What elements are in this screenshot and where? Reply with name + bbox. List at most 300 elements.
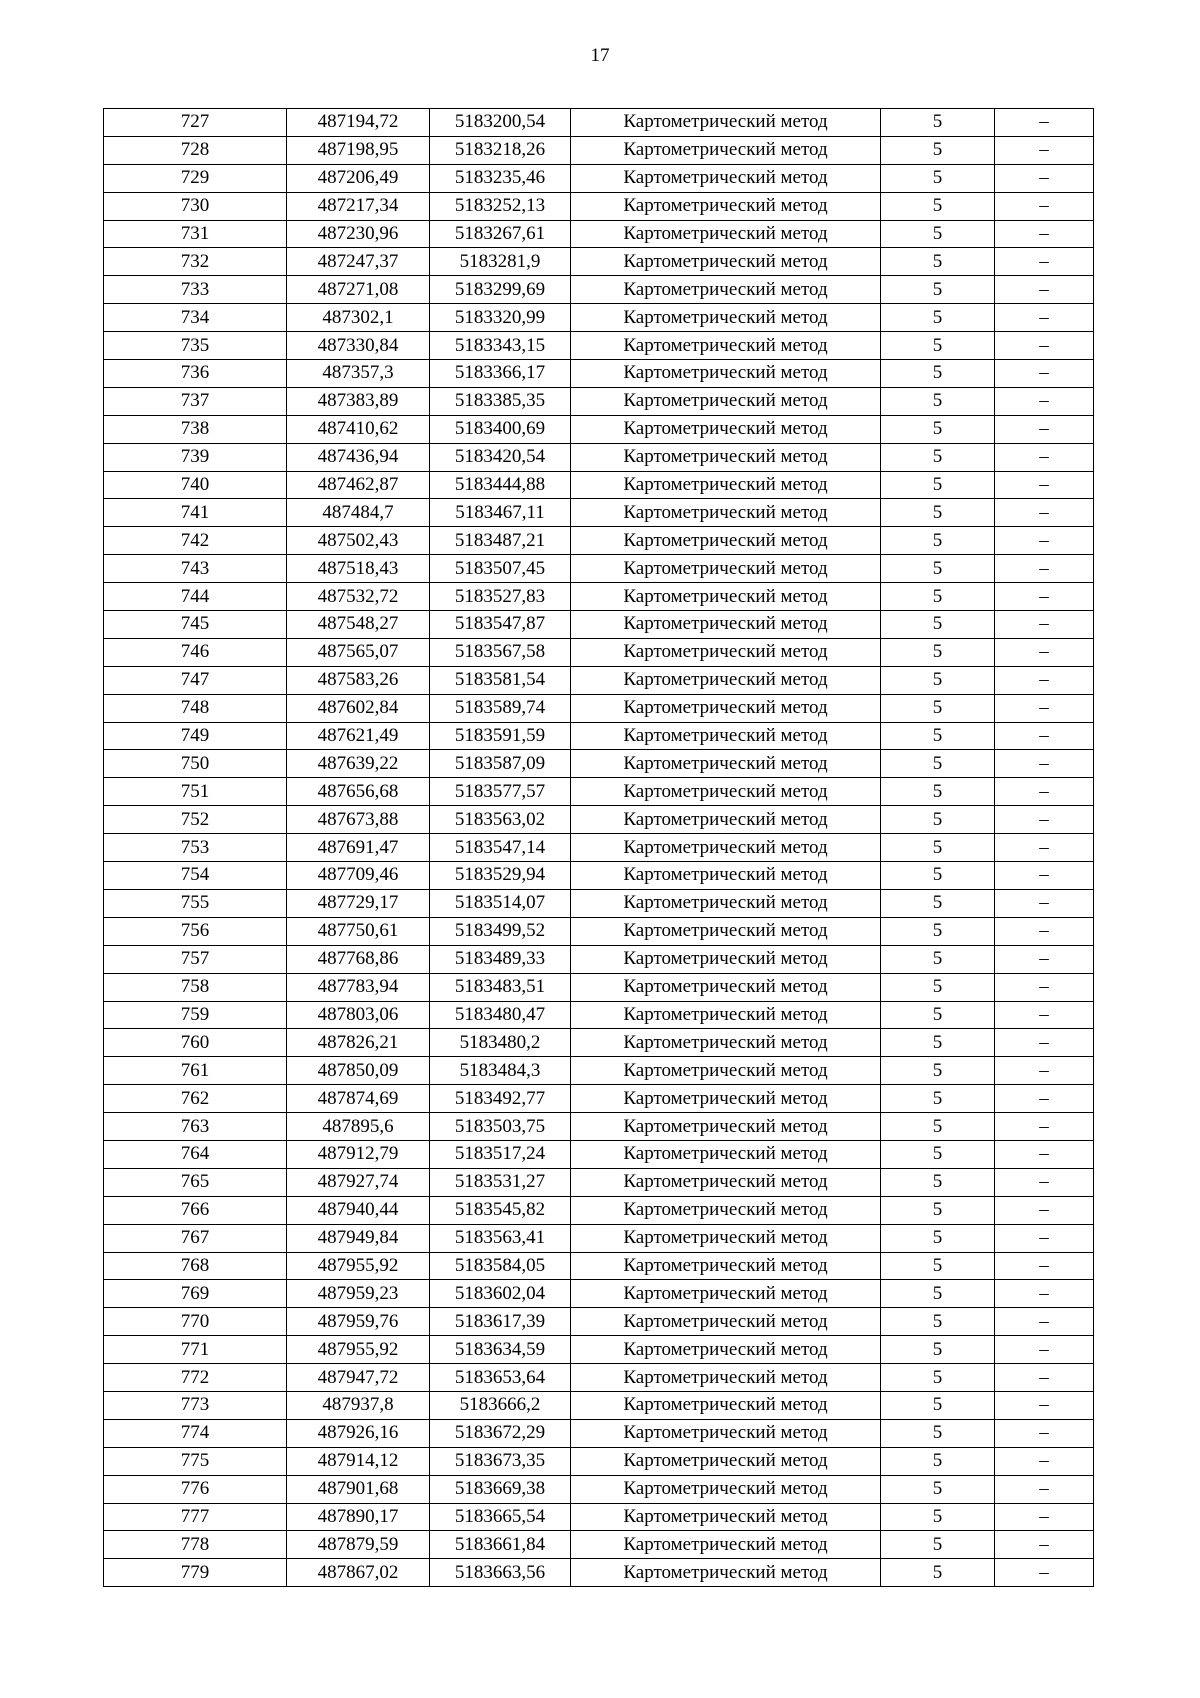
- note-cell: –: [995, 332, 1094, 360]
- point-number-cell: 727: [104, 109, 287, 137]
- point-number-cell: 763: [104, 1113, 287, 1141]
- method-cell: Картометрический метод: [571, 889, 881, 917]
- method-cell: Картометрический метод: [571, 1503, 881, 1531]
- note-cell: –: [995, 834, 1094, 862]
- x-coordinate-cell: 487206,49: [287, 164, 430, 192]
- accuracy-cell: 5: [881, 611, 995, 639]
- note-cell: –: [995, 499, 1094, 527]
- y-coordinate-cell: 5183484,3: [430, 1057, 571, 1085]
- x-coordinate-cell: 487230,96: [287, 220, 430, 248]
- point-number-cell: 753: [104, 834, 287, 862]
- table-row: [104, 1029, 1094, 1057]
- y-coordinate-cell: 5183218,26: [430, 136, 571, 164]
- x-coordinate-cell: 487271,08: [287, 276, 430, 304]
- x-coordinate-cell: 487462,87: [287, 471, 430, 499]
- method-cell: Картометрический метод: [571, 1336, 881, 1364]
- x-coordinate-cell: 487357,3: [287, 360, 430, 388]
- table-row: [104, 220, 1094, 248]
- point-number-cell: 738: [104, 415, 287, 443]
- method-cell: Картометрический метод: [571, 443, 881, 471]
- point-number-cell: 747: [104, 666, 287, 694]
- accuracy-cell: 5: [881, 443, 995, 471]
- y-coordinate-cell: 5183589,74: [430, 694, 571, 722]
- y-coordinate-cell: 5183661,84: [430, 1531, 571, 1559]
- point-number-cell: 734: [104, 304, 287, 332]
- y-coordinate-cell: 5183663,56: [430, 1559, 571, 1587]
- accuracy-cell: 5: [881, 555, 995, 583]
- x-coordinate-cell: 487383,89: [287, 387, 430, 415]
- x-coordinate-cell: 487937,8: [287, 1391, 430, 1419]
- point-number-cell: 754: [104, 862, 287, 890]
- accuracy-cell: 5: [881, 1419, 995, 1447]
- table-row: [104, 889, 1094, 917]
- note-cell: –: [995, 1308, 1094, 1336]
- note-cell: –: [995, 1196, 1094, 1224]
- point-number-cell: 728: [104, 136, 287, 164]
- y-coordinate-cell: 5183499,52: [430, 917, 571, 945]
- note-cell: –: [995, 917, 1094, 945]
- point-number-cell: 778: [104, 1531, 287, 1559]
- note-cell: –: [995, 1252, 1094, 1280]
- table-row: [104, 1336, 1094, 1364]
- note-cell: –: [995, 1419, 1094, 1447]
- x-coordinate-cell: 487912,79: [287, 1140, 430, 1168]
- y-coordinate-cell: 5183517,24: [430, 1140, 571, 1168]
- table-row: [104, 945, 1094, 973]
- point-number-cell: 766: [104, 1196, 287, 1224]
- x-coordinate-cell: 487502,43: [287, 527, 430, 555]
- x-coordinate-cell: 487709,46: [287, 862, 430, 890]
- table-row: [104, 973, 1094, 1001]
- note-cell: –: [995, 304, 1094, 332]
- method-cell: Картометрический метод: [571, 1085, 881, 1113]
- note-cell: –: [995, 889, 1094, 917]
- method-cell: Картометрический метод: [571, 1001, 881, 1029]
- method-cell: Картометрический метод: [571, 248, 881, 276]
- y-coordinate-cell: 5183385,35: [430, 387, 571, 415]
- y-coordinate-cell: 5183480,2: [430, 1029, 571, 1057]
- y-coordinate-cell: 5183252,13: [430, 192, 571, 220]
- note-cell: –: [995, 164, 1094, 192]
- accuracy-cell: 5: [881, 248, 995, 276]
- method-cell: Картометрический метод: [571, 164, 881, 192]
- y-coordinate-cell: 5183563,41: [430, 1224, 571, 1252]
- note-cell: –: [995, 1531, 1094, 1559]
- accuracy-cell: 5: [881, 666, 995, 694]
- table-row: [104, 443, 1094, 471]
- method-cell: Картометрический метод: [571, 1168, 881, 1196]
- y-coordinate-cell: 5183420,54: [430, 443, 571, 471]
- point-number-cell: 776: [104, 1475, 287, 1503]
- point-number-cell: 755: [104, 889, 287, 917]
- x-coordinate-cell: 487826,21: [287, 1029, 430, 1057]
- accuracy-cell: 5: [881, 220, 995, 248]
- method-cell: Картометрический метод: [571, 834, 881, 862]
- table-row: [104, 722, 1094, 750]
- method-cell: Картометрический метод: [571, 109, 881, 137]
- accuracy-cell: 5: [881, 1252, 995, 1280]
- y-coordinate-cell: 5183343,15: [430, 332, 571, 360]
- accuracy-cell: 5: [881, 1196, 995, 1224]
- note-cell: –: [995, 1057, 1094, 1085]
- x-coordinate-cell: 487194,72: [287, 109, 430, 137]
- x-coordinate-cell: 487879,59: [287, 1531, 430, 1559]
- note-cell: –: [995, 360, 1094, 388]
- note-cell: –: [995, 1168, 1094, 1196]
- x-coordinate-cell: 487783,94: [287, 973, 430, 1001]
- x-coordinate-cell: 487330,84: [287, 332, 430, 360]
- y-coordinate-cell: 5183673,35: [430, 1447, 571, 1475]
- table-row: [104, 1168, 1094, 1196]
- method-cell: Картометрический метод: [571, 1140, 881, 1168]
- y-coordinate-cell: 5183591,59: [430, 722, 571, 750]
- accuracy-cell: 5: [881, 1447, 995, 1475]
- table-row: [104, 415, 1094, 443]
- y-coordinate-cell: 5183587,09: [430, 750, 571, 778]
- note-cell: –: [995, 192, 1094, 220]
- x-coordinate-cell: 487901,68: [287, 1475, 430, 1503]
- y-coordinate-cell: 5183507,45: [430, 555, 571, 583]
- point-number-cell: 762: [104, 1085, 287, 1113]
- note-cell: –: [995, 1029, 1094, 1057]
- method-cell: Картометрический метод: [571, 555, 881, 583]
- point-number-cell: 759: [104, 1001, 287, 1029]
- x-coordinate-cell: 487803,06: [287, 1001, 430, 1029]
- accuracy-cell: 5: [881, 1308, 995, 1336]
- table-row: [104, 499, 1094, 527]
- table-row: [104, 1419, 1094, 1447]
- method-cell: Картометрический метод: [571, 1113, 881, 1141]
- note-cell: –: [995, 555, 1094, 583]
- note-cell: –: [995, 1503, 1094, 1531]
- x-coordinate-cell: 487959,23: [287, 1280, 430, 1308]
- point-number-cell: 765: [104, 1168, 287, 1196]
- y-coordinate-cell: 5183489,33: [430, 945, 571, 973]
- point-number-cell: 761: [104, 1057, 287, 1085]
- point-number-cell: 735: [104, 332, 287, 360]
- method-cell: Картометрический метод: [571, 917, 881, 945]
- x-coordinate-cell: 487436,94: [287, 443, 430, 471]
- x-coordinate-cell: 487602,84: [287, 694, 430, 722]
- method-cell: Картометрический метод: [571, 1308, 881, 1336]
- accuracy-cell: 5: [881, 1336, 995, 1364]
- method-cell: Картометрический метод: [571, 1391, 881, 1419]
- y-coordinate-cell: 5183567,58: [430, 638, 571, 666]
- x-coordinate-cell: 487955,92: [287, 1336, 430, 1364]
- table-row: [104, 164, 1094, 192]
- accuracy-cell: 5: [881, 1280, 995, 1308]
- y-coordinate-cell: 5183547,87: [430, 611, 571, 639]
- note-cell: –: [995, 443, 1094, 471]
- y-coordinate-cell: 5183467,11: [430, 499, 571, 527]
- method-cell: Картометрический метод: [571, 666, 881, 694]
- method-cell: Картометрический метод: [571, 1280, 881, 1308]
- note-cell: –: [995, 1336, 1094, 1364]
- y-coordinate-cell: 5183235,46: [430, 164, 571, 192]
- note-cell: –: [995, 1140, 1094, 1168]
- note-cell: –: [995, 778, 1094, 806]
- point-number-cell: 744: [104, 583, 287, 611]
- accuracy-cell: 5: [881, 276, 995, 304]
- table-row: [104, 471, 1094, 499]
- point-number-cell: 752: [104, 806, 287, 834]
- table-row: [104, 778, 1094, 806]
- x-coordinate-cell: 487621,49: [287, 722, 430, 750]
- y-coordinate-cell: 5183200,54: [430, 109, 571, 137]
- table-row: [104, 1196, 1094, 1224]
- accuracy-cell: 5: [881, 136, 995, 164]
- table-row: [104, 276, 1094, 304]
- method-cell: Картометрический метод: [571, 387, 881, 415]
- table-row: [104, 527, 1094, 555]
- accuracy-cell: 5: [881, 694, 995, 722]
- y-coordinate-cell: 5183281,9: [430, 248, 571, 276]
- note-cell: –: [995, 638, 1094, 666]
- y-coordinate-cell: 5183563,02: [430, 806, 571, 834]
- table-row: [104, 806, 1094, 834]
- y-coordinate-cell: 5183545,82: [430, 1196, 571, 1224]
- note-cell: –: [995, 750, 1094, 778]
- method-cell: Картометрический метод: [571, 778, 881, 806]
- x-coordinate-cell: 487890,17: [287, 1503, 430, 1531]
- point-number-cell: 740: [104, 471, 287, 499]
- point-number-cell: 773: [104, 1391, 287, 1419]
- method-cell: Картометрический метод: [571, 694, 881, 722]
- note-cell: –: [995, 694, 1094, 722]
- method-cell: Картометрический метод: [571, 415, 881, 443]
- accuracy-cell: 5: [881, 1475, 995, 1503]
- point-number-cell: 758: [104, 973, 287, 1001]
- point-number-cell: 768: [104, 1252, 287, 1280]
- table-row: [104, 1559, 1094, 1587]
- table-row: [104, 304, 1094, 332]
- method-cell: Картометрический метод: [571, 276, 881, 304]
- x-coordinate-cell: 487940,44: [287, 1196, 430, 1224]
- accuracy-cell: 5: [881, 164, 995, 192]
- table-row: [104, 1447, 1094, 1475]
- table-row: [104, 109, 1094, 137]
- method-cell: Картометрический метод: [571, 583, 881, 611]
- point-number-cell: 756: [104, 917, 287, 945]
- note-cell: –: [995, 1280, 1094, 1308]
- point-number-cell: 736: [104, 360, 287, 388]
- accuracy-cell: 5: [881, 1559, 995, 1587]
- y-coordinate-cell: 5183653,64: [430, 1364, 571, 1392]
- point-number-cell: 767: [104, 1224, 287, 1252]
- point-number-cell: 731: [104, 220, 287, 248]
- note-cell: –: [995, 276, 1094, 304]
- accuracy-cell: 5: [881, 109, 995, 137]
- x-coordinate-cell: 487927,74: [287, 1168, 430, 1196]
- note-cell: –: [995, 1559, 1094, 1587]
- method-cell: Картометрический метод: [571, 332, 881, 360]
- accuracy-cell: 5: [881, 917, 995, 945]
- accuracy-cell: 5: [881, 750, 995, 778]
- note-cell: –: [995, 722, 1094, 750]
- table-row: [104, 666, 1094, 694]
- x-coordinate-cell: 487874,69: [287, 1085, 430, 1113]
- table-row: [104, 1085, 1094, 1113]
- accuracy-cell: 5: [881, 889, 995, 917]
- y-coordinate-cell: 5183487,21: [430, 527, 571, 555]
- note-cell: –: [995, 666, 1094, 694]
- y-coordinate-cell: 5183299,69: [430, 276, 571, 304]
- y-coordinate-cell: 5183584,05: [430, 1252, 571, 1280]
- note-cell: –: [995, 1113, 1094, 1141]
- y-coordinate-cell: 5183602,04: [430, 1280, 571, 1308]
- accuracy-cell: 5: [881, 1001, 995, 1029]
- accuracy-cell: 5: [881, 1113, 995, 1141]
- note-cell: –: [995, 862, 1094, 890]
- point-number-cell: 737: [104, 387, 287, 415]
- method-cell: Картометрический метод: [571, 973, 881, 1001]
- x-coordinate-cell: 487410,62: [287, 415, 430, 443]
- point-number-cell: 751: [104, 778, 287, 806]
- y-coordinate-cell: 5183492,77: [430, 1085, 571, 1113]
- table-row: [104, 862, 1094, 890]
- method-cell: Картометрический метод: [571, 1559, 881, 1587]
- method-cell: Картометрический метод: [571, 1252, 881, 1280]
- x-coordinate-cell: 487959,76: [287, 1308, 430, 1336]
- x-coordinate-cell: 487768,86: [287, 945, 430, 973]
- accuracy-cell: 5: [881, 415, 995, 443]
- accuracy-cell: 5: [881, 806, 995, 834]
- method-cell: Картометрический метод: [571, 611, 881, 639]
- x-coordinate-cell: 487639,22: [287, 750, 430, 778]
- y-coordinate-cell: 5183547,14: [430, 834, 571, 862]
- x-coordinate-cell: 487895,6: [287, 1113, 430, 1141]
- method-cell: Картометрический метод: [571, 471, 881, 499]
- method-cell: Картометрический метод: [571, 499, 881, 527]
- method-cell: Картометрический метод: [571, 1057, 881, 1085]
- method-cell: Картометрический метод: [571, 638, 881, 666]
- table-row: [104, 1140, 1094, 1168]
- x-coordinate-cell: 487518,43: [287, 555, 430, 583]
- x-coordinate-cell: 487914,12: [287, 1447, 430, 1475]
- accuracy-cell: 5: [881, 1503, 995, 1531]
- method-cell: Картометрический метод: [571, 1364, 881, 1392]
- point-number-cell: 775: [104, 1447, 287, 1475]
- y-coordinate-cell: 5183666,2: [430, 1391, 571, 1419]
- point-number-cell: 733: [104, 276, 287, 304]
- y-coordinate-cell: 5183483,51: [430, 973, 571, 1001]
- table-row: [104, 136, 1094, 164]
- table-row: [104, 1503, 1094, 1531]
- point-number-cell: 771: [104, 1336, 287, 1364]
- note-cell: –: [995, 415, 1094, 443]
- note-cell: –: [995, 248, 1094, 276]
- x-coordinate-cell: 487302,1: [287, 304, 430, 332]
- note-cell: –: [995, 109, 1094, 137]
- x-coordinate-cell: 487750,61: [287, 917, 430, 945]
- table-row: [104, 583, 1094, 611]
- y-coordinate-cell: 5183531,27: [430, 1168, 571, 1196]
- table-row: [104, 387, 1094, 415]
- table-row: [104, 694, 1094, 722]
- table-row: [104, 1252, 1094, 1280]
- method-cell: Картометрический метод: [571, 1475, 881, 1503]
- x-coordinate-cell: 487673,88: [287, 806, 430, 834]
- table-row: [104, 1364, 1094, 1392]
- table-row: [104, 1308, 1094, 1336]
- y-coordinate-cell: 5183480,47: [430, 1001, 571, 1029]
- y-coordinate-cell: 5183672,29: [430, 1419, 571, 1447]
- note-cell: –: [995, 1391, 1094, 1419]
- accuracy-cell: 5: [881, 945, 995, 973]
- accuracy-cell: 5: [881, 862, 995, 890]
- note-cell: –: [995, 1085, 1094, 1113]
- method-cell: Картометрический метод: [571, 945, 881, 973]
- y-coordinate-cell: 5183444,88: [430, 471, 571, 499]
- table-row: [104, 917, 1094, 945]
- x-coordinate-cell: 487198,95: [287, 136, 430, 164]
- x-coordinate-cell: 487565,07: [287, 638, 430, 666]
- note-cell: –: [995, 945, 1094, 973]
- x-coordinate-cell: 487867,02: [287, 1559, 430, 1587]
- table-row: [104, 1113, 1094, 1141]
- point-number-cell: 757: [104, 945, 287, 973]
- accuracy-cell: 5: [881, 583, 995, 611]
- accuracy-cell: 5: [881, 499, 995, 527]
- page-number: 17: [590, 45, 610, 66]
- table-row: [104, 1001, 1094, 1029]
- note-cell: –: [995, 1475, 1094, 1503]
- x-coordinate-cell: 487850,09: [287, 1057, 430, 1085]
- table-row: [104, 248, 1094, 276]
- y-coordinate-cell: 5183503,75: [430, 1113, 571, 1141]
- point-number-cell: 739: [104, 443, 287, 471]
- table-row: [104, 750, 1094, 778]
- y-coordinate-cell: 5183669,38: [430, 1475, 571, 1503]
- note-cell: –: [995, 611, 1094, 639]
- accuracy-cell: 5: [881, 1168, 995, 1196]
- y-coordinate-cell: 5183527,83: [430, 583, 571, 611]
- method-cell: Картометрический метод: [571, 1224, 881, 1252]
- y-coordinate-cell: 5183577,57: [430, 778, 571, 806]
- note-cell: –: [995, 806, 1094, 834]
- point-number-cell: 779: [104, 1559, 287, 1587]
- table-row: [104, 1280, 1094, 1308]
- method-cell: Картометрический метод: [571, 1196, 881, 1224]
- table-row: [104, 555, 1094, 583]
- table-row: [104, 360, 1094, 388]
- method-cell: Картометрический метод: [571, 304, 881, 332]
- y-coordinate-cell: 5183529,94: [430, 862, 571, 890]
- note-cell: –: [995, 973, 1094, 1001]
- method-cell: Картометрический метод: [571, 722, 881, 750]
- point-number-cell: 730: [104, 192, 287, 220]
- x-coordinate-cell: 487949,84: [287, 1224, 430, 1252]
- table-row: [104, 834, 1094, 862]
- point-number-cell: 770: [104, 1308, 287, 1336]
- x-coordinate-cell: 487729,17: [287, 889, 430, 917]
- point-number-cell: 732: [104, 248, 287, 276]
- point-number-cell: 743: [104, 555, 287, 583]
- accuracy-cell: 5: [881, 1364, 995, 1392]
- y-coordinate-cell: 5183581,54: [430, 666, 571, 694]
- accuracy-cell: 5: [881, 1057, 995, 1085]
- table-row: [104, 192, 1094, 220]
- y-coordinate-cell: 5183366,17: [430, 360, 571, 388]
- table-row: [104, 638, 1094, 666]
- accuracy-cell: 5: [881, 1531, 995, 1559]
- method-cell: Картометрический метод: [571, 220, 881, 248]
- accuracy-cell: 5: [881, 1391, 995, 1419]
- accuracy-cell: 5: [881, 332, 995, 360]
- point-number-cell: 769: [104, 1280, 287, 1308]
- x-coordinate-cell: 487583,26: [287, 666, 430, 694]
- point-number-cell: 745: [104, 611, 287, 639]
